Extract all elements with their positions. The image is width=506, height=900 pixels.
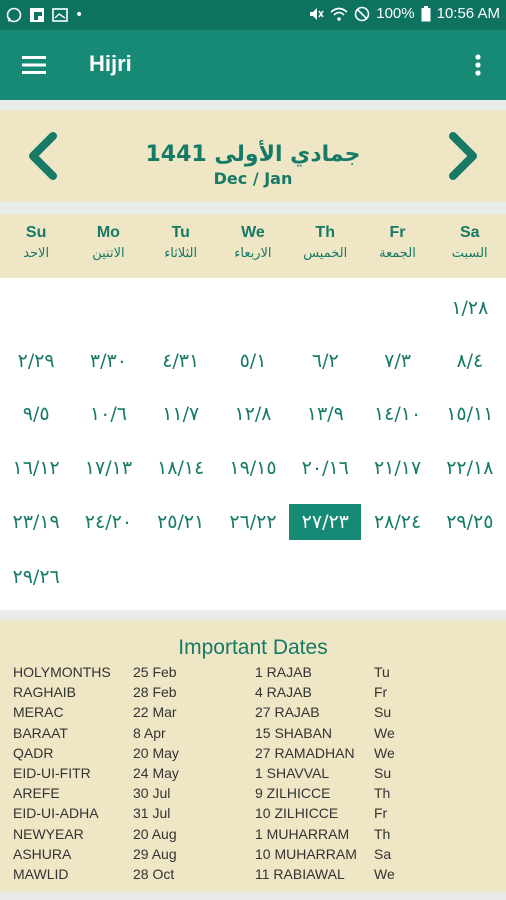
weekday-tu (145, 214, 217, 278)
calendar-day[interactable]: ١٨/١٤ (157, 457, 205, 479)
do-not-disturb-icon (354, 6, 370, 22)
calendar-day[interactable]: ٢٠/١٦ (301, 457, 349, 479)
important-date-row (0, 866, 506, 886)
important-date-row (0, 725, 506, 745)
weekday-en: Fr (389, 224, 406, 241)
weekday-en: Sa (459, 224, 480, 241)
weekday-abbr: We (374, 866, 395, 882)
calendar-day[interactable]: ٢٤/٢٠ (84, 511, 133, 533)
overflow-menu-button[interactable] (460, 47, 496, 83)
status-bar (0, 0, 506, 30)
weekday-ar: الخميس (303, 246, 348, 261)
calendar-day[interactable]: ٤/٣١ (162, 350, 200, 372)
gregorian-date: 29 Aug (133, 845, 177, 862)
hijri-date: 15 SHABAN (255, 724, 333, 741)
gregorian-date: 20 May (133, 744, 179, 761)
weekday-abbr: Sa (374, 845, 392, 862)
hijri-date: 9 ZILHICCE (255, 785, 331, 802)
calendar-day[interactable]: ١٤/١٠ (373, 403, 422, 425)
weekday-su (0, 214, 72, 278)
calendar-day[interactable]: ١٢/٨ (234, 403, 272, 425)
calendar-day[interactable]: ٢٢/١٨ (446, 457, 494, 479)
gregorian-date: 24 May (133, 765, 179, 781)
weekday-en: Su (25, 224, 47, 241)
important-dates-title: Important Dates (178, 636, 328, 659)
weekday-ar: الاحد (23, 246, 50, 261)
weekday-ar: الثلاثاء (164, 246, 198, 261)
weekday-header (0, 214, 506, 278)
calendar-day[interactable]: ٢٩/٢٦ (12, 566, 60, 588)
gregorian-date: 28 Oct (133, 866, 175, 882)
battery-icon (421, 6, 431, 22)
important-date-row (0, 765, 506, 785)
hijri-date: 27 RAJAB (255, 704, 320, 721)
calendar-day[interactable]: ١٣/٩ (306, 403, 344, 425)
calendar-day[interactable]: ١/٢٨ (451, 297, 489, 319)
important-date-row (0, 785, 506, 805)
hijri-date: 1 RAJAB (255, 664, 312, 680)
calendar-day[interactable]: ٩/٥ (22, 403, 50, 425)
app-title: Hijri (89, 51, 132, 76)
calendar-day[interactable]: ٥/١ (239, 350, 267, 372)
weekday-abbr: Th (374, 825, 391, 842)
clock: 10:56 AM (436, 5, 500, 22)
weekday-ar: الاتنين (92, 246, 125, 261)
calendar-day[interactable]: ٦/٢ (311, 350, 339, 372)
gregorian-month-subtitle: Dec / Jan (213, 169, 293, 188)
weekday-abbr: We (374, 724, 395, 741)
hijri-date: 10 ZILHICCE (255, 805, 339, 822)
calendar-day[interactable]: ٢/٢٩ (17, 350, 55, 372)
weekday-abbr: Fr (374, 805, 388, 822)
weekday-abbr: We (374, 744, 395, 761)
hijri-date: 10 MUHARRAM (255, 845, 357, 862)
important-date-row (0, 664, 506, 684)
weekday-ar: الجمعة (379, 246, 416, 261)
weekday-fr (361, 214, 433, 278)
wifi-icon (330, 6, 348, 22)
important-date-row (0, 846, 506, 866)
calendar-day[interactable]: ١٥/١١ (446, 403, 494, 425)
calendar-day-selected[interactable]: ٢٧/٢٣ (289, 504, 361, 540)
weekday-we (217, 214, 289, 278)
weekday-th (289, 214, 361, 278)
system-icons (308, 5, 500, 22)
weekday-en: Tu (171, 224, 190, 241)
gallery-icon (52, 7, 68, 23)
weekday-abbr: Fr (374, 684, 388, 701)
hijri-month-title: جمادي الأولى 1441 (145, 142, 361, 167)
weekday-sa (434, 214, 506, 278)
calendar-day[interactable]: ٣/٣٠ (89, 350, 127, 372)
weekday-en: Mo (96, 224, 120, 241)
weekday-abbr: Su (374, 704, 392, 721)
gregorian-date: 8 Apr (133, 724, 166, 741)
important-date-row (0, 745, 506, 765)
event-name: EID-UI-FITR (13, 765, 91, 781)
gregorian-date: 30 Jul (133, 785, 171, 802)
gregorian-date: 28 Feb (133, 684, 177, 701)
next-month-button[interactable] (440, 130, 488, 182)
calendar-day[interactable]: ٢٨/٢٤ (373, 511, 422, 533)
important-date-row (0, 826, 506, 846)
calendar-day[interactable]: ١١/٧ (162, 403, 200, 425)
event-name: HOLYMONTHS (13, 664, 111, 680)
notification-icons (6, 5, 83, 25)
month-header (0, 110, 506, 202)
calendar-day[interactable]: ٢٩/٢٥ (446, 511, 494, 533)
event-name: ASHURA (13, 845, 72, 862)
event-name: AREFE (13, 785, 60, 802)
weekday-abbr: Tu (374, 664, 390, 680)
calendar-day[interactable]: ١٠/٦ (89, 403, 127, 425)
notification-dot: • (75, 7, 84, 23)
calendar-day[interactable]: ٢١/١٧ (373, 457, 422, 479)
important-date-row (0, 684, 506, 704)
hijri-date: 11 RABIAWAL (255, 866, 345, 882)
calendar-day[interactable]: ٢٦/٢٢ (229, 511, 277, 533)
event-name: QADR (13, 744, 54, 761)
event-name: NEWYEAR (13, 825, 84, 842)
gregorian-date: 22 Mar (133, 704, 177, 721)
weekday-en: We (241, 224, 265, 241)
flipboard-icon (29, 7, 45, 23)
mute-icon (308, 6, 324, 22)
gregorian-date: 31 Jul (133, 805, 171, 822)
event-name: BARAAT (13, 724, 68, 741)
hijri-date: 1 MUHARRAM (255, 825, 350, 842)
weekday-mo (72, 214, 144, 278)
menu-button[interactable] (16, 47, 52, 83)
event-name: RAGHAIB (13, 684, 77, 701)
battery-percent: 100% (376, 5, 415, 22)
calendar-day[interactable]: ١٩/١٥ (229, 457, 277, 479)
event-name: MAWLID (13, 866, 69, 882)
gregorian-date: 25 Feb (133, 664, 177, 680)
weekday-ar: السبت (451, 246, 488, 261)
weekday-en: Th (315, 224, 335, 241)
calendar-day[interactable]: ٧/٣ (384, 350, 411, 372)
calendar-grid (0, 278, 506, 610)
important-dates-panel (0, 620, 506, 892)
calendar-day[interactable]: ١٧/١٣ (84, 457, 133, 479)
gregorian-date: 20 Aug (133, 825, 177, 842)
weekday-abbr: Th (374, 785, 391, 802)
event-name: MERAC (13, 704, 64, 721)
important-date-row (0, 805, 506, 825)
event-name: EID-UI-ADHA (13, 805, 99, 822)
calendar-day[interactable]: ١٦/١٢ (12, 457, 60, 479)
app-bar (0, 30, 506, 100)
calendar-day[interactable]: ٨/٤ (456, 350, 484, 372)
important-date-row (0, 704, 506, 724)
hijri-date: 1 SHAVVAL (255, 765, 330, 781)
more-vert-icon (475, 54, 481, 76)
whatsapp-icon (6, 7, 22, 23)
hamburger-menu-icon (22, 55, 46, 75)
calendar-day[interactable]: ٢٥/٢١ (157, 511, 205, 533)
hijri-date: 4 RAJAB (255, 684, 312, 701)
hijri-date: 27 RAMADHAN (255, 744, 355, 761)
weekday-abbr: Su (374, 765, 392, 781)
chevron-right-icon (447, 132, 481, 180)
calendar-day[interactable]: ٢٣/١٩ (12, 511, 60, 533)
weekday-ar: الاربعاء (234, 246, 272, 261)
